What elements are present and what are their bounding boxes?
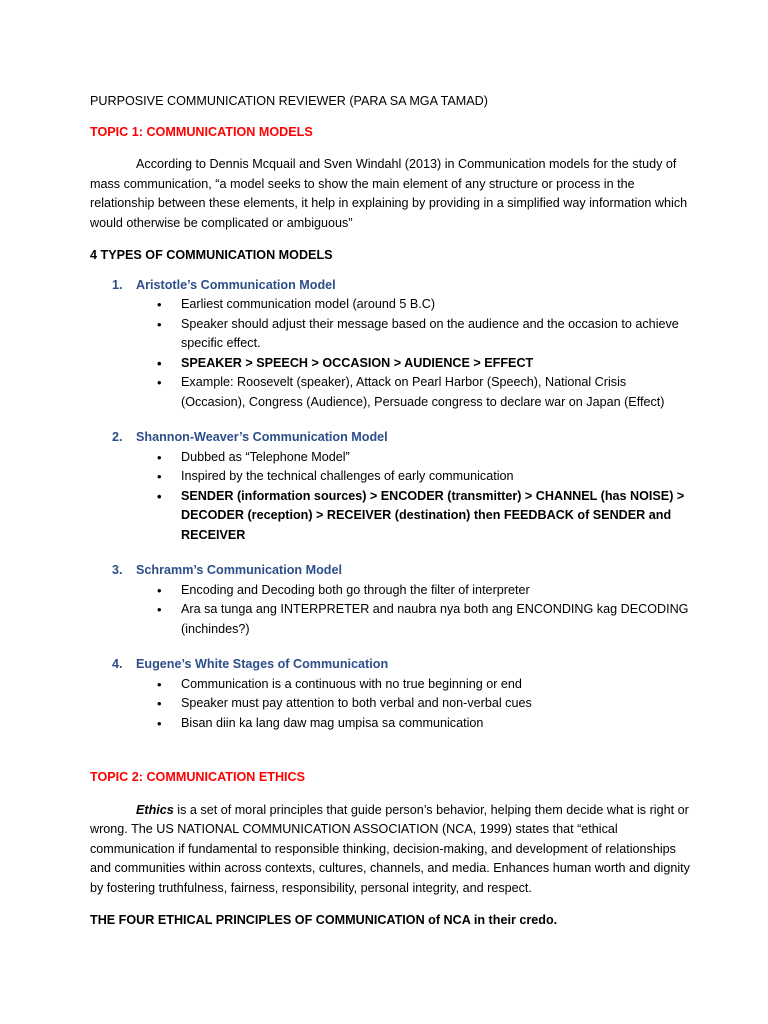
list-item [90,354,690,374]
model-2 [90,428,690,545]
types-heading: 4 TYPES OF COMMUNICATION MODELS [90,248,333,262]
list-item-text: Encoding and Decoding both go through the filter of interpreter [181,582,530,597]
list-item-text: Inspired by the technical challenges of early communication [181,469,514,483]
list-item [90,675,690,695]
model-1 [90,276,690,413]
list-item [90,581,690,601]
bullet-icon: • [157,316,162,332]
list-item [90,448,690,468]
model-number: 4. [112,657,123,671]
model-title: Eugene’s White Stages of Communication [136,657,389,671]
bullet-list [90,295,690,412]
principles-heading: THE FOUR ETHICAL PRINCIPLES OF COMMUNICATION of NCA in their credo. [90,913,558,927]
list-item-text: SPEAKER > SPEECH > OCCASION > AUDIENCE > EFFECT [181,355,534,370]
bullet-list [90,581,690,640]
list-item-text: Earliest communication model (around 5 B.C) [181,297,436,311]
list-item-text: Bisan diin ka lang daw mag umpisa sa communication [181,715,484,730]
bullet-list [90,675,690,734]
model-number: 3. [112,563,123,577]
list-item-text: SENDER (information sources) > ENCODER (transmitter) > CHANNEL (has NOISE) > DECODER (reception) > RECEIVER (destination) then FEEDBACK of SENDER and RECEIVER [181,488,685,542]
list-item [90,373,690,412]
model-title: Schramm’s Communication Model [136,563,342,577]
list-item [90,694,690,714]
bullet-icon: • [157,696,162,711]
bullet-icon: • [157,449,162,465]
bullet-icon: • [157,469,162,484]
bullet-icon: • [157,488,162,504]
model-4 [90,655,690,733]
model-title: Shannon-Weaver’s Communication Model [136,430,388,444]
model-heading [90,655,690,675]
model-title: Aristotle’s Communication Model [136,277,336,292]
document-page [90,92,690,941]
list-item [90,600,690,639]
model-3 [90,561,690,639]
list-item-text: Dubbed as “Telephone Model” [181,449,350,464]
model-number: 1. [112,277,123,292]
list-item-text: Example: Roosevelt (speaker), Attack on Pearl Harbor (Speech), National Crisis (Occasion), Congress (Audience), Persuade congress to declare war on Japan (Effect) [181,375,665,409]
list-item [90,315,690,354]
model-heading [90,561,690,581]
list-item-text: Ara sa tunga ang INTERPRETER and naubra nya both ang ENCONDING kag DECODING (inchindes?) [181,602,689,636]
list-item [90,295,690,315]
list-item [90,714,690,734]
bullet-list [90,448,690,546]
list-item-text: Communication is a continuous with no true beginning or end [181,676,522,691]
ethics-paragraph [90,801,690,899]
model-number: 2. [112,430,123,444]
document-title: PURPOSIVE COMMUNICATION REVIEWER (PARA SA MGA TAMAD) [90,94,488,108]
bullet-icon: • [157,582,162,598]
model-heading [90,428,690,448]
list-item [90,487,690,546]
bullet-icon: • [157,676,162,692]
list-item-text: Speaker should adjust their message based on the audience and the occasion to achieve specific effect. [181,316,679,350]
bullet-icon: • [157,715,162,731]
bullet-icon: • [157,602,162,617]
topic-1-heading: TOPIC 1: COMMUNICATION MODELS [90,124,313,139]
bullet-icon: • [157,375,162,390]
bullet-icon: • [157,297,162,312]
bullet-icon: • [157,355,162,371]
list-item-text: Speaker must pay attention to both verbal and non-verbal cues [181,696,532,710]
topic-1-intro-text: According to Dennis Mcquail and Sven Windahl (2013) in Communication models for the study of mass communication, “a model seeks to show the main element of any structure or process in the relationship between these elements, it help in explaining by providing in a simplified way information which would otherwise be complicated or ambiguous” [90,157,688,230]
topic-2-heading: TOPIC 2: COMMUNICATION ETHICS [90,770,306,784]
topic-1-intro-paragraph [90,155,690,233]
section-spacer [90,749,690,768]
ethics-term: Ethics [136,802,174,817]
list-item [90,467,690,487]
ethics-text: is a set of moral principles that guide person’s behavior, helping them decide what is right or wrong. The US NATIONAL COMMUNICATION ASSOCIATION (NCA, 1999) states that “ethical communication if fundamental to responsible thinking, decision-making, and development of relationships and communities within across contexts, cultures, channels, and media. Enhances human worth and dignity by fostering truthfulness, fairness, responsibility, personal integrity, and respect. [90,802,690,895]
model-heading [90,276,690,296]
